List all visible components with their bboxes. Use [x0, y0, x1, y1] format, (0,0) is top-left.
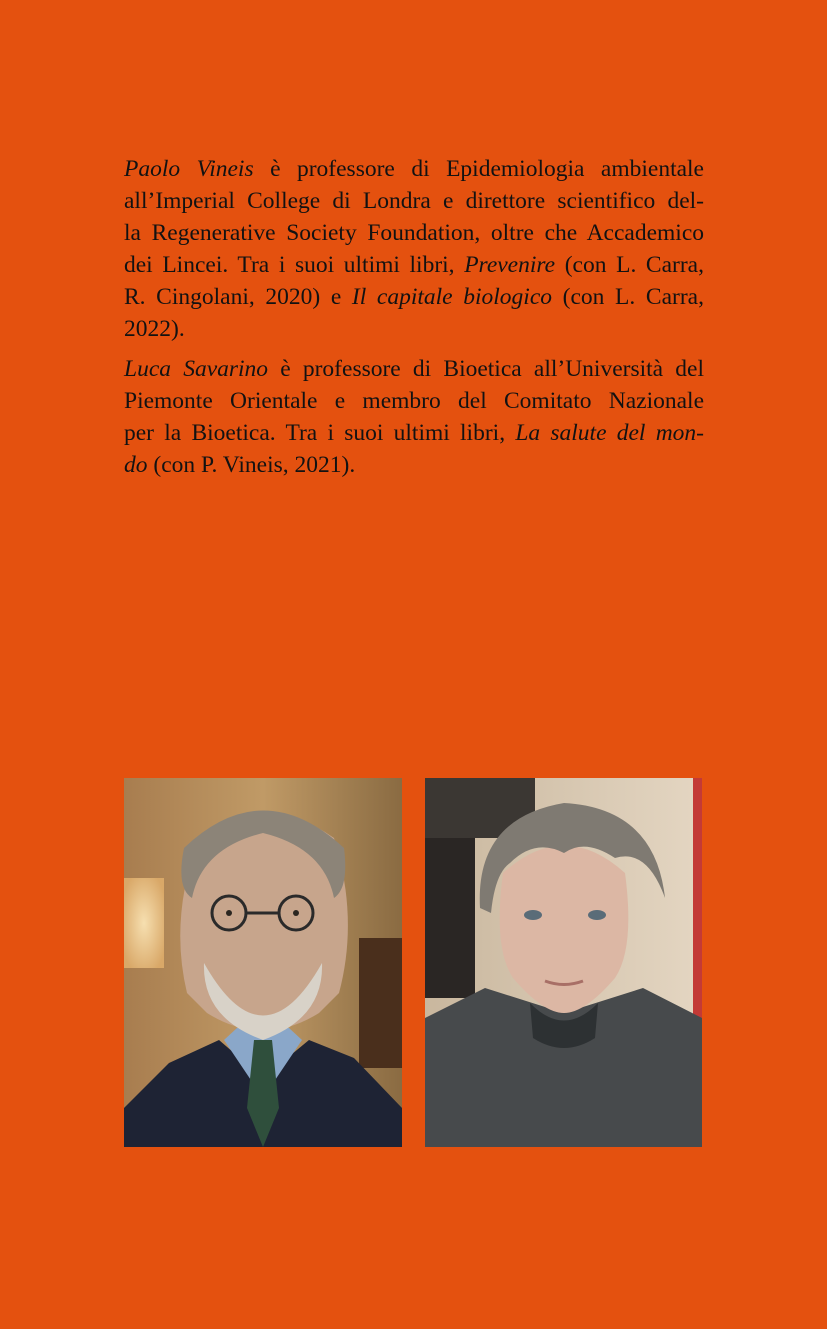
bio-text: (con P. Vineis, 2021). [147, 452, 356, 478]
author-bio-luca-savarino [124, 353, 704, 481]
bio-line [124, 185, 704, 217]
bio-line [124, 313, 704, 345]
bio-text: 2022). [124, 316, 185, 342]
bio-text: la Regenerative Society Foundation, oltre che Accademico [124, 220, 704, 246]
bio-text: è professore di Epidemiologia ambientale [253, 156, 704, 182]
bio-text: per la Bioetica. Tra i suoi ultimi libri, [124, 420, 516, 446]
bio-line [124, 385, 704, 417]
bio-line [124, 217, 704, 249]
author-bio-paolo-vineis [124, 153, 704, 345]
bio-line [124, 417, 704, 449]
bio-text: dei Lincei. Tra i suoi ultimi libri, [124, 252, 465, 278]
bio-italic-text: Il capitale biologico [351, 284, 553, 310]
bio-text: Piemonte Orientale e membro del Comitato Nazionale [124, 388, 704, 414]
bio-line [124, 449, 704, 481]
bio-italic-text: Prevenire [464, 252, 556, 278]
bio-line [124, 153, 704, 185]
portrait-illustration-1 [124, 778, 402, 1147]
bio-text: all’Imperial College di Londra e direttore scientifico del- [124, 188, 704, 214]
bio-line [124, 249, 704, 281]
bio-italic-text: Luca Savarino [124, 356, 269, 382]
bio-italic-text: Paolo Vineis [124, 156, 254, 182]
bio-text: R. Cingolani, 2020) e [124, 284, 352, 310]
bio-text: è professore di Bioetica all’Università del [268, 356, 704, 382]
portrait-illustration-2 [425, 778, 702, 1147]
bio-line [124, 281, 704, 313]
bio-italic-text: do [124, 452, 148, 478]
author-photo-luca-savarino [425, 778, 702, 1147]
bio-italic-text: La salute del mon- [515, 420, 704, 446]
bio-line [124, 353, 704, 385]
author-photo-paolo-vineis [124, 778, 402, 1147]
bio-text: (con L. Carra, [555, 252, 704, 278]
bio-text: (con L. Carra, [552, 284, 704, 310]
